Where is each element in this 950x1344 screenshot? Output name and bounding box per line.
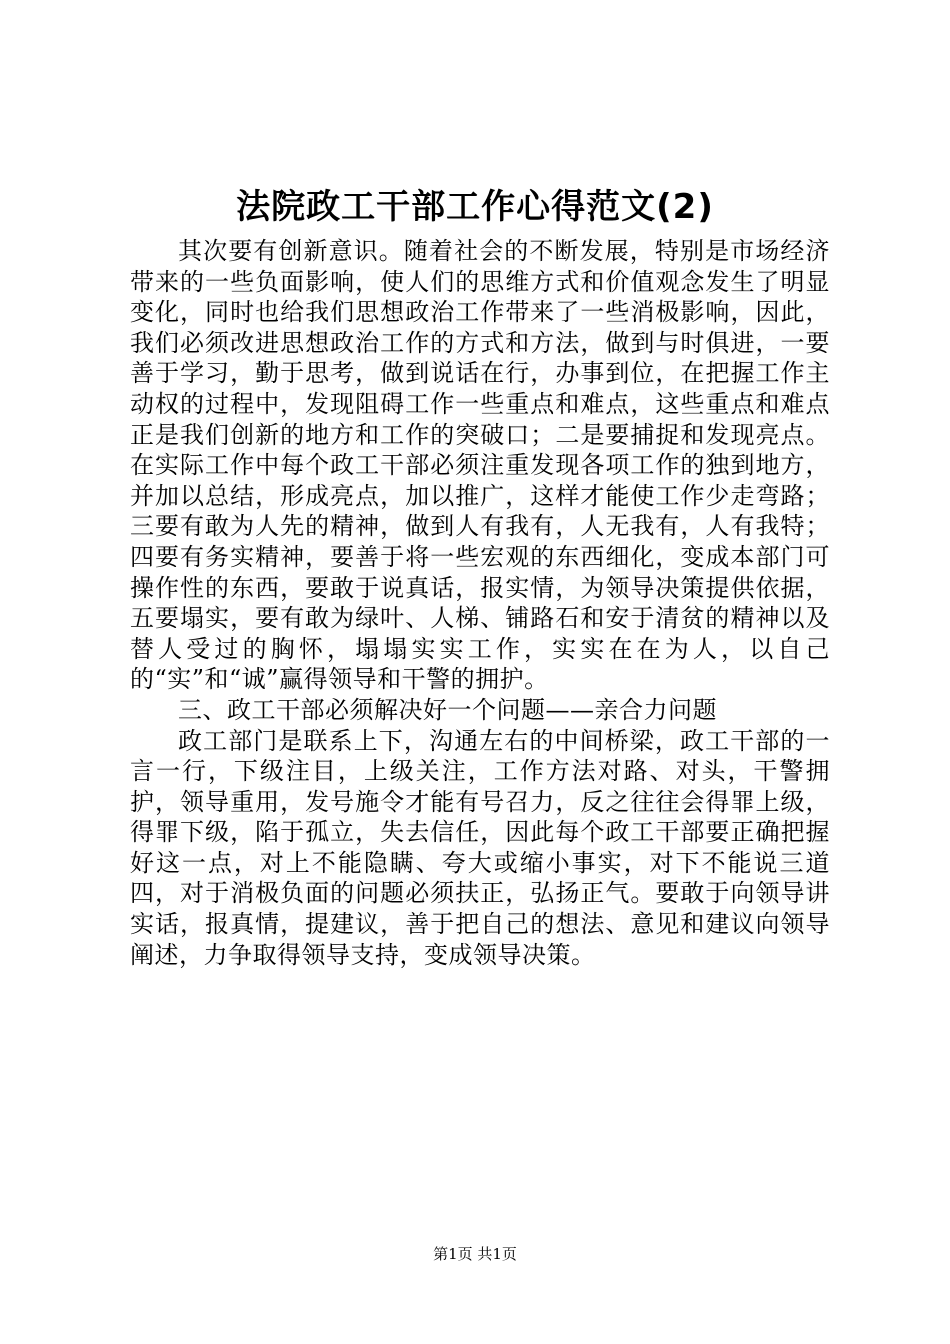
page-footer: 第1页 共1页 <box>433 1245 517 1263</box>
paragraph-innovation: 其次要有创新意识。随着社会的不断发展，特别是市场经济带来的一些负面影响，使人们的思维方式和价值观念发生了明显变化，同时也给我们思想政治工作带来了一些消极影响，因此，我们必须改进思想政治工作的方式和方法，做到与时俱进，一要善于学习，勤于思考，做到说话在行，办事到位，在把握工作主动权的过程中，发现阻碍工作一些重点和难点，这些重点和难点正是我们创新的地方和工作的突破口；二是要捕捉和发现亮点。在实际工作中每个政工干部必须注重发现各项工作的独到地方，并加以总结，形成亮点，加以推广，这样才能使工作少走弯路；三要有敢为人先的精神，做到人有我有，人无我有，人有我特；四要有务实精神，要善于将一些宏观的东西细化，变成本部门可操作性的东西，要敢于说真话，报实情，为领导决策提供依据，五要塌实，要有敢为绿叶、人梯、铺路石和安于清贫的精神以及替人受过的胸怀，塌塌实实工作，实实在在为人，以自己的“实”和“诚”赢得领导和干警的拥护。 <box>130 237 830 694</box>
document-title: 法院政工干部工作心得范文(2) <box>236 187 714 227</box>
paragraph-affinity: 政工部门是联系上下，沟通左右的中间桥梁，政工干部的一言一行，下级注目，上级关注，工作方法对路、对头，干警拥护，领导重用，发号施令才能有号召力，反之往往会得罪上级，得罪下级，陷于孤立，失去信任，因此每个政工干部要正确把握好这一点，对上不能隐瞒、夸大或缩小事实，对下不能说三道四，对于消极负面的问题必须扶正，弘扬正气。要敢于向领导讲实话，报真情，提建议，善于把自己的想法、意见和建议向领导阐述，力争取得领导支持，变成领导决策。 <box>130 726 830 969</box>
section-heading-three: 三、政工干部必须解决好一个问题——亲合力问题 <box>178 695 717 724</box>
document-body <box>130 236 830 970</box>
